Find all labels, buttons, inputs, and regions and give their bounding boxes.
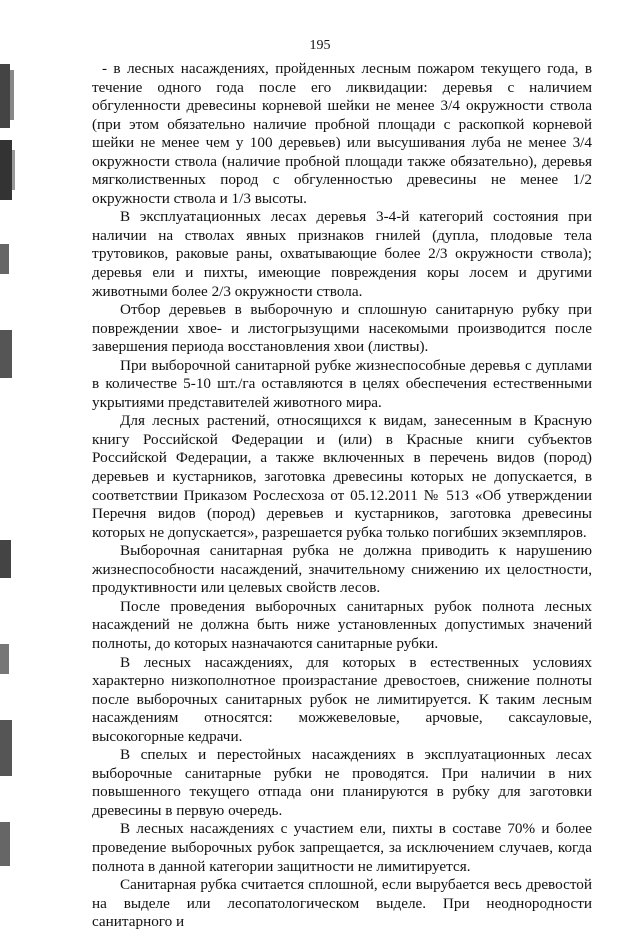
scan-edge-artifact bbox=[0, 240, 16, 280]
scan-edge-artifact bbox=[0, 140, 16, 200]
scan-edge-artifact bbox=[0, 720, 16, 780]
paragraph: После проведения выборочных санитарных рубок полнота лесных насаждений не должна быть ниже установленных допустимых значений полноты, до которых назначаются санитарные рубки. bbox=[92, 597, 592, 652]
scan-edge-artifact bbox=[0, 540, 16, 580]
paragraph: В эксплуатационных лесах деревья 3-4-й категорий состояния при наличии на стволах явных признаков гнилей (дупла, плодовые тела трутовиков, раковые раны, охватывающие более 2/3 окружности ствола); деревья ели и пихты, имеющие повреждения коры лосем и другими животными более 2/3 окружности ствола. bbox=[92, 208, 592, 300]
paragraph: В спелых и перестойных насаждениях в эксплуатационных лесах выборочные санитарные рубки не проводятся. При наличии в них повышенного текущего отпада они планируются в рубку для заготовки древесины в первую очередь. bbox=[92, 746, 592, 819]
scan-edge-artifact bbox=[0, 330, 16, 380]
paragraph: Отбор деревьев в выборочную и сплошную санитарную рубку при повреждении хвое- и листогрызущими насекомыми производится после завершения периода восстановления хвои (листвы). bbox=[92, 301, 592, 356]
scan-edge-artifact bbox=[0, 62, 16, 132]
paragraph: В лесных насаждениях с участием ели, пихты в составе 70% и более проведение выборочных рубок запрещается, за исключением случаев, когда полнота в данной категории защитности не лимитируется. bbox=[92, 820, 592, 875]
paragraph: В лесных насаждениях, для которых в естественных условиях характерно низкополнотное произрастание древостоев, снижение полноты после выборочных санитарных рубок не лимитируется. К таким лесным насаждениям относятся: можжевеловые, арчовые, саксауловые, высокогорные кедрачи. bbox=[92, 653, 592, 745]
body-text bbox=[92, 60, 592, 932]
paragraph: Санитарная рубка считается сплошной, если вырубается весь древостой на выделе или лесопатологическом выделе. При неоднородности санитарного и bbox=[92, 876, 592, 931]
page-number: 195 bbox=[309, 38, 331, 53]
paragraph: - в лесных насаждениях, пройденных лесным пожаром текущего года, в течение одного года после его ликвидации: деревья с наличием обгуленности древесины корневой шейки не менее 3/4 окружности ствола (при этом обязательно наличие пробной площади с раскопкой корневой шейки не менее чем у 100 деревьев) или высушивания луба не менее 3/4 окружности ствола (наличие пробной площади также обязательно), деревья мягколиственных пород с обгуленностью древесины не менее 1/2 окружности ствола и 1/3 высоты. bbox=[92, 60, 592, 207]
scan-edge-artifact bbox=[0, 820, 16, 870]
paragraph: Выборочная санитарная рубка не должна приводить к нарушению жизнеспособности насаждений, значительному снижению их целостности, продуктивности или целевых свойств лесов. bbox=[92, 542, 592, 597]
paragraph: При выборочной санитарной рубке жизнеспособные деревья с дуплами в количестве 5-10 шт./га оставляются в целях обеспечения естественными укрытиями представителей животного мира. bbox=[92, 356, 592, 411]
paragraph: Для лесных растений, относящихся к видам, занесенным в Красную книгу Российской Федерации и (или) в Красные книги субъектов Российской Федерации, а также включенных в перечень видов (пород) деревьев и кустарников, заготовка древесины которых не допускается, в соответствии Приказом Рослесхоза от 05.12.2011 № 513 «Об утверждении Перечня видов (пород) деревьев и кустарников, заготовка древесины которых не допускается», разрешается рубка только погибших экземпляров. bbox=[92, 412, 592, 541]
scan-edge-artifact bbox=[0, 640, 16, 680]
